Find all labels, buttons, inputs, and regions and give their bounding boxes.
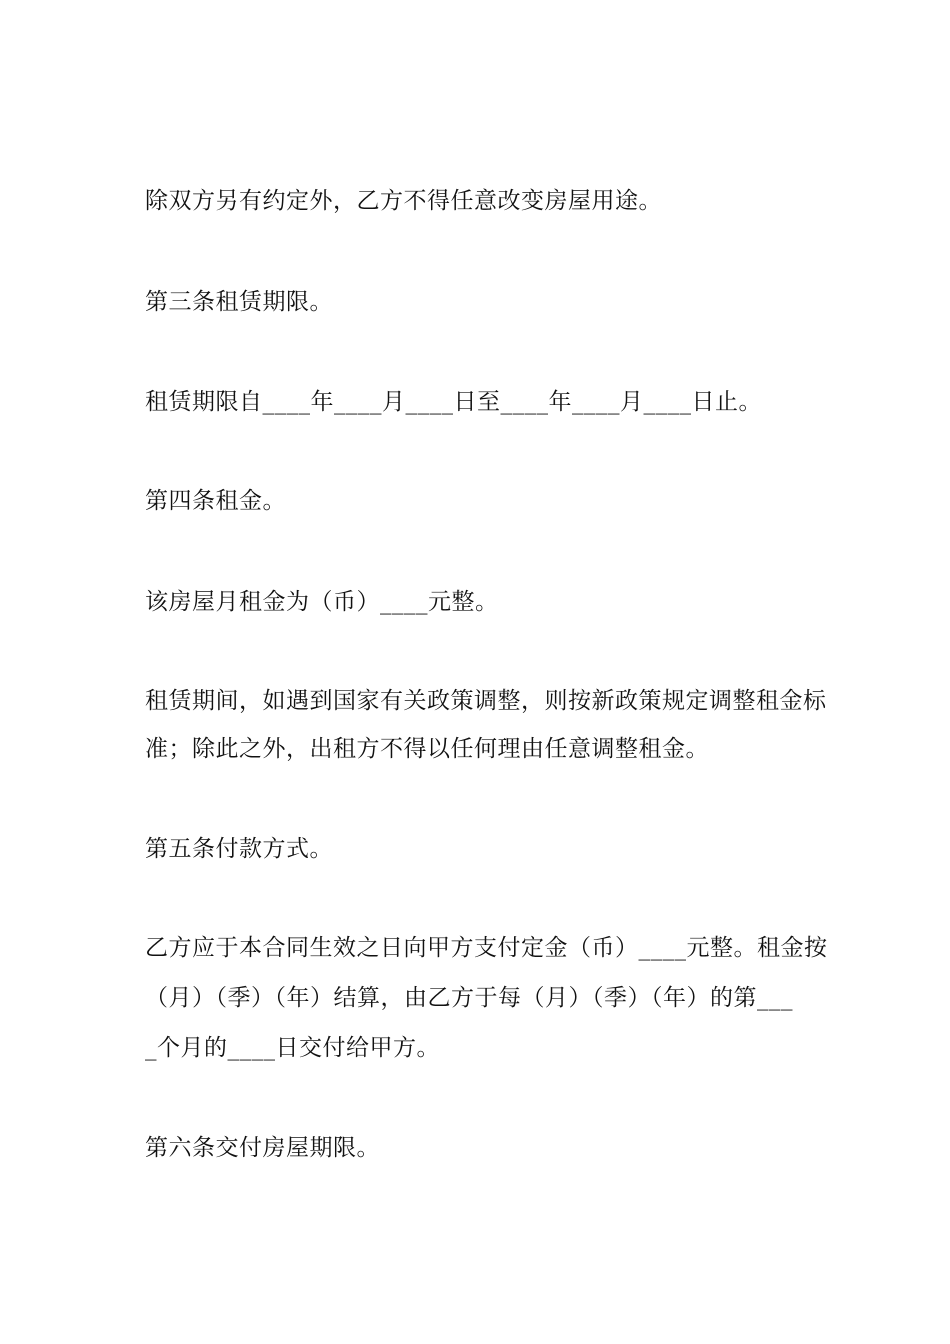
heading-article-3-lease-term: 第三条租赁期限。 <box>145 289 333 315</box>
paragraph-rent-adjustment-line-2: 准；除此之外，出租方不得以任何理由任意调整租金。 <box>145 736 709 762</box>
paragraph-lease-period: 租赁期限自____年____月____日至____年____月____日止。 <box>145 389 762 415</box>
paragraph-payment-line-3: _个月的____日交付给甲方。 <box>145 1035 440 1061</box>
heading-article-5-payment: 第五条付款方式。 <box>145 836 333 862</box>
paragraph-payment-line-2: （月）（季）（年）结算，由乙方于每（月）（季）（年）的第___ <box>145 985 793 1011</box>
paragraph-usage-restriction: 除双方另有约定外，乙方不得任意改变房屋用途。 <box>145 188 662 214</box>
paragraph-monthly-rent: 该房屋月租金为（币）____元整。 <box>145 589 499 615</box>
heading-article-6-handover: 第六条交付房屋期限。 <box>145 1135 380 1161</box>
heading-article-4-rent: 第四条租金。 <box>145 488 286 514</box>
paragraph-payment-line-1: 乙方应于本合同生效之日向甲方支付定金（币）____元整。租金按 <box>145 935 828 961</box>
paragraph-rent-adjustment-line-1: 租赁期间，如遇到国家有关政策调整，则按新政策规定调整租金标 <box>145 688 827 714</box>
